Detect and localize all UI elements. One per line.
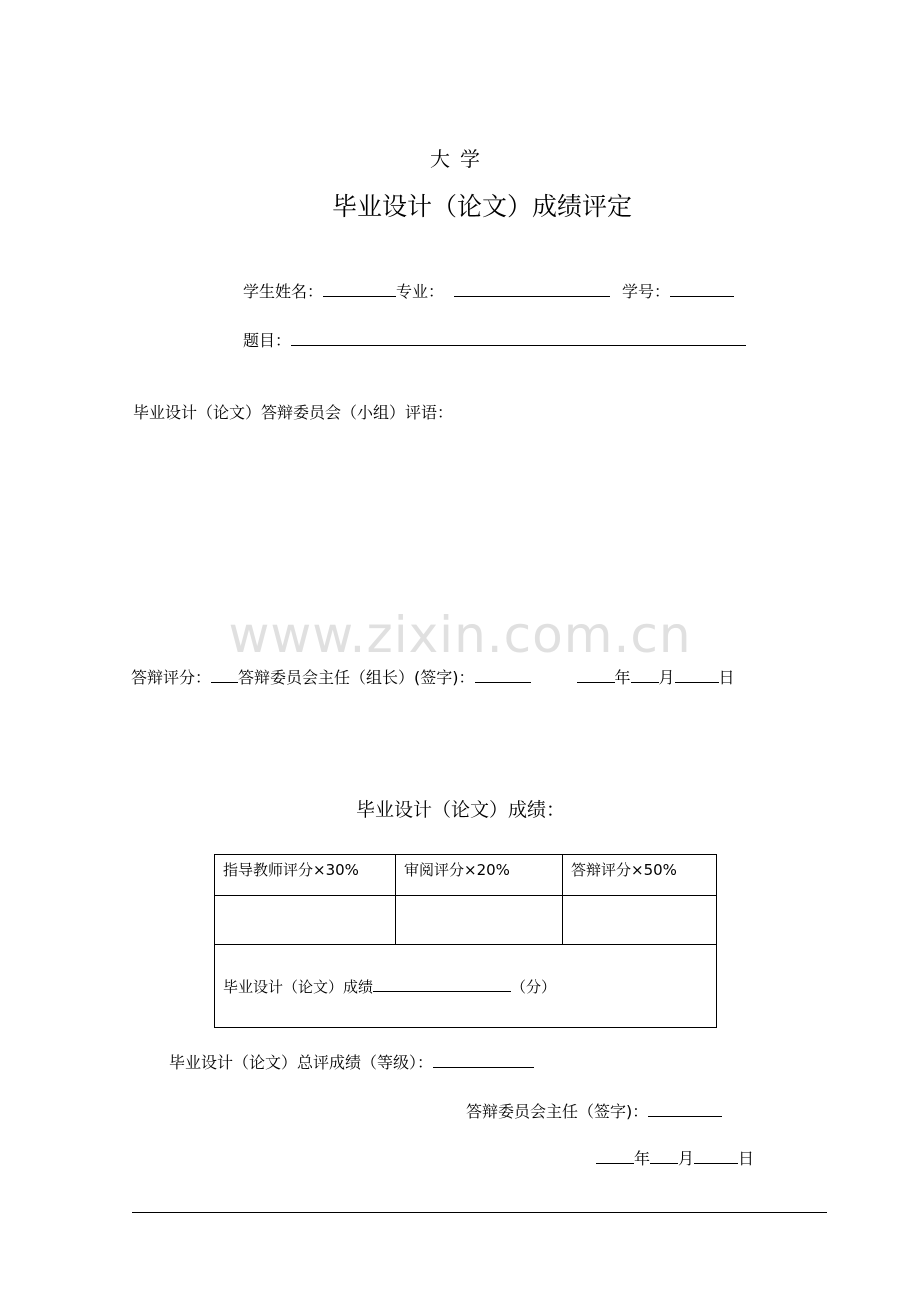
- committee-comments-label: 毕业设计（论文）答辩委员会（小组）评语：: [133, 403, 454, 422]
- final-day-field[interactable]: [694, 1147, 738, 1164]
- chair-sign-field[interactable]: [648, 1100, 722, 1117]
- watermark: www.zixin.com.cn: [228, 606, 692, 664]
- final-month-field[interactable]: [650, 1147, 678, 1164]
- final-month-label: 月: [678, 1149, 695, 1168]
- chair-sign-label: 答辩委员会主任（签字)：: [466, 1102, 649, 1121]
- student-name-field[interactable]: [323, 280, 396, 297]
- total-grade-label: 毕业设计（论文）成绩: [223, 978, 374, 996]
- defense-score-header: 答辩评分×50%: [563, 855, 717, 896]
- student-id-field[interactable]: [670, 280, 734, 297]
- defense-score-line: [131, 665, 735, 688]
- advisor-score-header: 指导教师评分×30%: [215, 855, 396, 896]
- review-score-cell[interactable]: [396, 896, 563, 945]
- student-name-label: 学生姓名：: [243, 282, 324, 301]
- total-grade-cell: [215, 945, 717, 1028]
- advisor-score-cell[interactable]: [215, 896, 396, 945]
- defense-year-field[interactable]: [577, 666, 615, 683]
- university-heading: 大学: [430, 147, 490, 171]
- chair-signature-field[interactable]: [475, 666, 531, 683]
- defense-score-cell[interactable]: [563, 896, 717, 945]
- document-title: 毕业设计（论文）成绩评定: [331, 192, 632, 221]
- chair-sign-line: [466, 1099, 722, 1122]
- defense-year-label: 年: [614, 668, 631, 687]
- final-year-field[interactable]: [596, 1147, 634, 1164]
- defense-month-field[interactable]: [631, 666, 659, 683]
- defense-day-field[interactable]: [675, 666, 719, 683]
- grade-table: [214, 854, 717, 1028]
- topic-label: 题目：: [243, 331, 292, 350]
- final-date-line: [596, 1146, 754, 1169]
- defense-day-label: 日: [718, 668, 735, 687]
- major-label: 专业：: [396, 282, 445, 301]
- topic-field[interactable]: [291, 329, 746, 346]
- student-info-line: [243, 279, 734, 302]
- major-field[interactable]: [454, 280, 610, 297]
- final-day-label: 日: [738, 1149, 755, 1168]
- total-grade-unit: （分）: [511, 978, 557, 996]
- total-grade-field[interactable]: [373, 975, 511, 992]
- defense-month-label: 月: [658, 668, 675, 687]
- committee-chair-label: 答辩委员会主任（组长）(签字)：: [238, 668, 475, 687]
- defense-score-label: 答辩评分：: [131, 668, 212, 687]
- grade-heading: 毕业设计（论文）成绩：: [356, 799, 566, 821]
- overall-grade-label: 毕业设计（论文）总评成绩（等级）：: [169, 1053, 434, 1072]
- topic-line: [243, 328, 746, 351]
- review-score-header: 审阅评分×20%: [396, 855, 563, 896]
- final-year-label: 年: [634, 1149, 651, 1168]
- student-id-label: 学号：: [622, 282, 671, 301]
- defense-score-field[interactable]: [211, 666, 238, 683]
- overall-grade-field[interactable]: [433, 1051, 534, 1068]
- bottom-rule: [132, 1212, 827, 1213]
- overall-grade-line: [169, 1050, 534, 1073]
